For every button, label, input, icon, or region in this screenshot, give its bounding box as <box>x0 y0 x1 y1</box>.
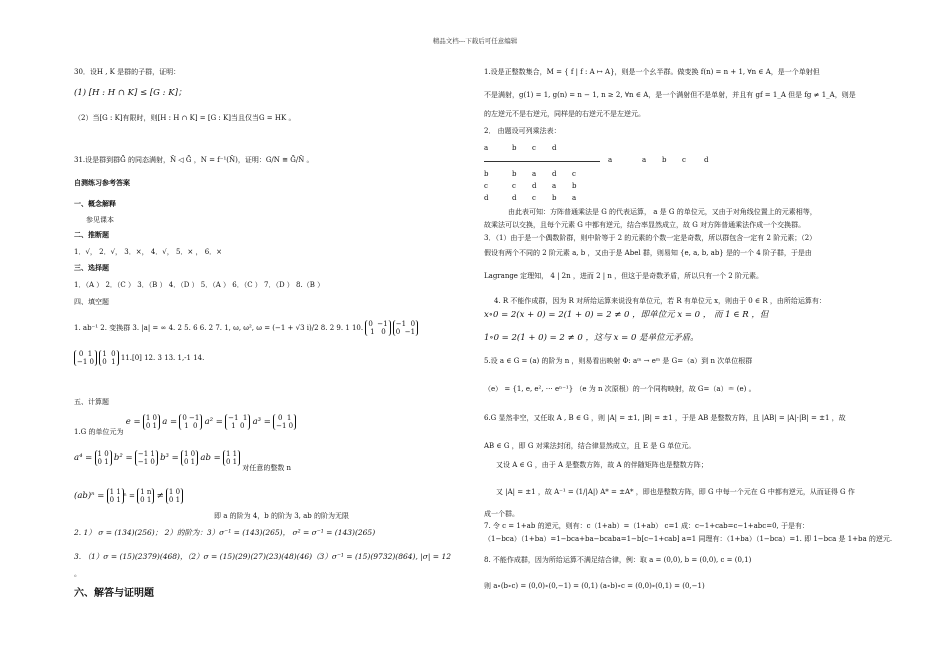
table-cell: a <box>572 194 577 202</box>
answer-6-line3: 又设 A ∈ G ，由于 A 是整数方阵，故 A 的伴随矩阵也是整数方阵； <box>496 461 708 469</box>
answer-6-line4: 又 |A| = ±1 ，故 A⁻¹ = (1/|A|) A* = ±A* ，即也是整数方阵，即 G 中每一个元在 G 中都有逆元，从而证得 G 作 <box>496 488 855 496</box>
problem-30-part2: （2）当[G : K]有限时，则[H : H ∩ K] = [G : K]当且仅当G = HK 。 <box>74 114 296 122</box>
table-right-cell: b <box>662 156 667 164</box>
a4-label: a⁴ = <box>74 453 93 464</box>
matrix-10b: −1 0 0 −1 <box>393 320 418 336</box>
answer-4-line3: 1∘0 = 2(1 + 0) = 2 ≠ 0 ，这与 x = 0 是单位元矛盾。 <box>484 333 699 343</box>
section-1-text: 参见课本 <box>86 216 114 224</box>
answer-8-line1: 8. 不能作成群，因为所给运算不满足结合律，例：取 a = (0,0), b = (0,0), c = (0,1) <box>484 556 752 564</box>
table-cell: d <box>484 194 489 202</box>
table-right-cell: a <box>608 156 613 164</box>
calc-1-conclusion: 即 a 的阶为 4，b 的阶为 3, ab 的阶为无限 <box>214 512 350 520</box>
table-cell: b <box>512 170 517 178</box>
matrix-10c: 0 1 −1 0 <box>74 350 97 366</box>
matrix-abn: 1 1 0 1 <box>107 488 124 504</box>
abn-label: (ab)ⁿ = <box>74 491 105 502</box>
answer-4-line1: 4. R 不能作成群，因为 R 对所给运算来说没有单位元，若 R 有单位元 x，则由于 0 ∈ R ，由所给运算有： <box>494 297 826 305</box>
page-header: 精品文档---下载后可任意编辑 <box>432 37 518 45</box>
matrix-a3: 0 1 −1 0 <box>273 414 296 430</box>
table-cell: a <box>552 182 557 190</box>
problem-31: 31.设是群到群Ḡ 的同态满射，N̄ ◁ Ḡ ，N = f⁻¹(N̄)，证明：G/N ≅ Ḡ/N̄ 。 <box>74 156 314 164</box>
section-4-heading: 四、填空题 <box>74 298 109 306</box>
answer-1-line2: 不是满射，g(1) = 1, g(n) = n − 1, n ≥ 2, ∀n ∈ A，是一个满射但不是单射，并且有 gf = 1_A 但是 fg ≠ 1_A，则是 <box>484 91 856 99</box>
answer-7-line1: 7. 令 c = 1+ab 的逆元，则有：c（1+ab）=（1+ab） c=1 成：c−1+cab=c−1+abc=0, 于是有： <box>484 522 809 530</box>
cayley-table-header <box>484 144 604 153</box>
calc-1-row3: (ab)ⁿ = 1 1 0 1 ⁿ = 1 n 0 1 ≠ 1 0 0 1 <box>74 488 183 504</box>
answer-5-line2: （e） = {1, e, e², ⋯ eⁿ⁻¹} （e 为 n 次原根）的一个同构映射，故 G=（a）≅ (e) 。 <box>484 385 756 393</box>
fill-answers-line2: 11.[0] 12. 3 13. 1,-1 14. <box>120 354 205 363</box>
table-right-cell: a <box>642 156 647 164</box>
section-5-heading: 五、计算题 <box>74 398 109 406</box>
answer-3-line2: 假设有两个不同的 2 阶元素 a, b ，又由于是 Abel 群，则易知 {e, a, b, ab} 是的一个 4 阶子群，于是由 <box>484 249 812 257</box>
matrix-identity: 1 0 0 1 <box>166 488 183 504</box>
section-3-heading: 三、选择题 <box>74 263 109 272</box>
table-cell: b <box>552 194 557 202</box>
table-row-b <box>484 170 604 179</box>
table-row-d <box>484 194 604 203</box>
a-label: a = <box>162 417 178 428</box>
table-cell: c <box>512 182 516 190</box>
answer-2-line3: 故乘法可以交换，且每个元素 G 中都有逆元，结合率显然成立，故 G 对方阵普通乘法作成一个交换群。 <box>484 221 806 229</box>
matrix-b3: 1 0 0 1 <box>181 450 198 466</box>
matrix-abn-result: 1 n 0 1 <box>137 488 154 504</box>
table-cell: d <box>512 194 517 202</box>
answer-1-line1: 1.设是正整数集合，M = { f | f : A ↦ A}，则是一个幺半群。做变换 f(n) = n + 1, ∀n ∈ A，是一个单射但 <box>484 68 820 76</box>
calc-1-row1 <box>74 414 296 437</box>
calc-3: 3. （1）σ = (15)(2379)(468)，（2）σ = (15)(29)(27)(23)(48)(46)（3）σ⁻¹ = (15)(9732)(864), |σ| = 12 <box>74 552 451 561</box>
table-head-c: c <box>532 144 536 152</box>
matrix-a4: 1 0 0 1 <box>95 450 112 466</box>
answer-3-line1: 3．（1）由于是一个偶数阶群，则中阶等于 2 的元素的个数一定是奇数，所以群包含一定有 2 阶元素；（2） <box>484 234 817 242</box>
matrix-10d: 1 0 0 1 <box>99 350 118 366</box>
fill-answers-line1: 1. ab⁻¹ 2. 变换群 3. |a| = ∞ 4. 2 5. 6 6. 2 7. 1, ω, ω², ω = (−1 + √3 i)/2 8. 2 9. 1 10. <box>74 324 364 333</box>
table-cell: d <box>552 170 557 178</box>
table-right-row <box>608 156 718 165</box>
section-4-answers-b <box>74 350 204 366</box>
answer-6-line2: AB ∈ G ，即 G 对乘法封闭，结合律显然成立，且 E 是 G 单位元。 <box>484 442 696 450</box>
answer-6-line1: 6.G 显然非空，又任取 A , B ∈ G ，则 |A| = ±1, |B| = ±1 ，于是 AB 是整数方阵，且 |AB| = |A|·|B| = ±1 ，故 <box>484 414 846 422</box>
matrix-a: 0 −1 1 0 <box>179 414 202 430</box>
b3-label: b³ = <box>160 453 179 464</box>
calc-2: 2. 1） σ = (134)(256)； 2）的阶为：3）σ⁻¹ = (143)(265)， σ² = σ⁻¹ = (143)(265) <box>74 528 376 537</box>
table-divider <box>484 161 600 162</box>
section-2-text: 1．√， 2．√， 3．×， 4．√， 5．× ， 6．× <box>74 248 223 256</box>
calc-1-row2 <box>74 450 292 473</box>
table-head-b: b <box>512 144 517 152</box>
matrix-10a: 0 −1 1 0 <box>365 320 390 336</box>
calc-1-tail: 对任意的整数 n <box>242 464 292 473</box>
table-cell: c <box>532 194 536 202</box>
matrix-b2: −1 1 −1 0 <box>135 450 158 466</box>
table-cell: d <box>532 182 537 190</box>
table-cell: b <box>484 170 489 178</box>
ab-label: ab = <box>200 453 221 464</box>
answer-6-line5: 成一个群。 <box>484 510 519 518</box>
table-cell: c <box>572 170 576 178</box>
table-row-c <box>484 182 604 191</box>
matrix-e: 1 0 0 1 <box>143 414 160 430</box>
section-2-heading: 二、推断题 <box>74 230 109 239</box>
not-equal: ≠ <box>156 491 164 502</box>
table-cell: a <box>532 170 537 178</box>
table-head-d: d <box>552 144 557 152</box>
answer-4-line2: x∘0 = 2(x + 0) = 2(1 + 0) = 2 ≠ 0 ，即单位元 x = 0 ， 而 1 ∈ R ，但 <box>484 310 769 320</box>
matrix-ab: 1 1 0 1 <box>223 450 240 466</box>
table-cell: b <box>572 182 577 190</box>
answer-1-line3: 的左逆元不是右逆元，同样是的右逆元不是左逆元。 <box>484 110 645 118</box>
identity-label: e = <box>125 417 141 428</box>
b2-label: b² = <box>113 453 133 464</box>
answer-2-line2: 由此表可知：方阵普通乘法是 G 的代表运算， a 是 G 的单位元，又由于对角线位置上的元素相等， <box>508 208 817 216</box>
table-right-cell: d <box>704 156 709 164</box>
a3-label: a³ = <box>252 417 271 428</box>
section-6-heading: 六、解答与证明题 <box>74 588 154 599</box>
answer-3-line3: Lagrange 定理知， 4 | 2n ，进而 2 | n ，但这于是奇数矛盾，所以只有一个 2 阶元素。 <box>484 272 763 280</box>
calc-1-intro: 1.G 的单位元为 <box>74 428 124 437</box>
problem-30: 30．设H , K 是群的子群，证明： <box>74 68 181 76</box>
section-3-text: 1．（A ） 2．（C ） 3．（B ） 4．（D ） 5．（A ） 6．（C ） 7．（D ） 8.（B ） <box>74 281 325 289</box>
matrix-a2: −1 1 1 0 <box>225 414 250 430</box>
answer-8-line2: 则 a∘(b∘c) = (0,0)∘(0,−1) = (0,1) (a∘b)∘c = (0,0)∘(0,1) = (0,−1) <box>484 582 705 590</box>
section-1-heading: 一、概念解释 <box>74 199 116 208</box>
table-corner: a <box>484 144 489 152</box>
answers-title: 自测练习参考答案 <box>74 178 130 187</box>
trailing-dot: 。 <box>74 570 81 578</box>
section-4-answers-a <box>74 320 418 336</box>
table-cell: c <box>484 182 488 190</box>
a2-label: a² = <box>204 417 223 428</box>
answer-2-intro: 2． 由题设可列乘法表： <box>484 127 561 135</box>
problem-30-part1: (1) [H : H ∩ K] ≤ [G : K]； <box>74 88 187 98</box>
table-right-cell: c <box>682 156 686 164</box>
answer-7-line2: （1−bca）（1+ba）=1−bca+ba−bcaba=1−b[c−1+cab] a=1 同理有：（1+ba）（1−bca）=1. 即 1−bca 是 1+ba 的逆元. <box>484 535 893 543</box>
answer-5-line1: 5.设 a ∈ G = (a) 的阶为 n ，则易看出映射 Φ: aᵐ → eᵐ 是 G=（a）到 n 次单位根群 <box>484 357 753 365</box>
